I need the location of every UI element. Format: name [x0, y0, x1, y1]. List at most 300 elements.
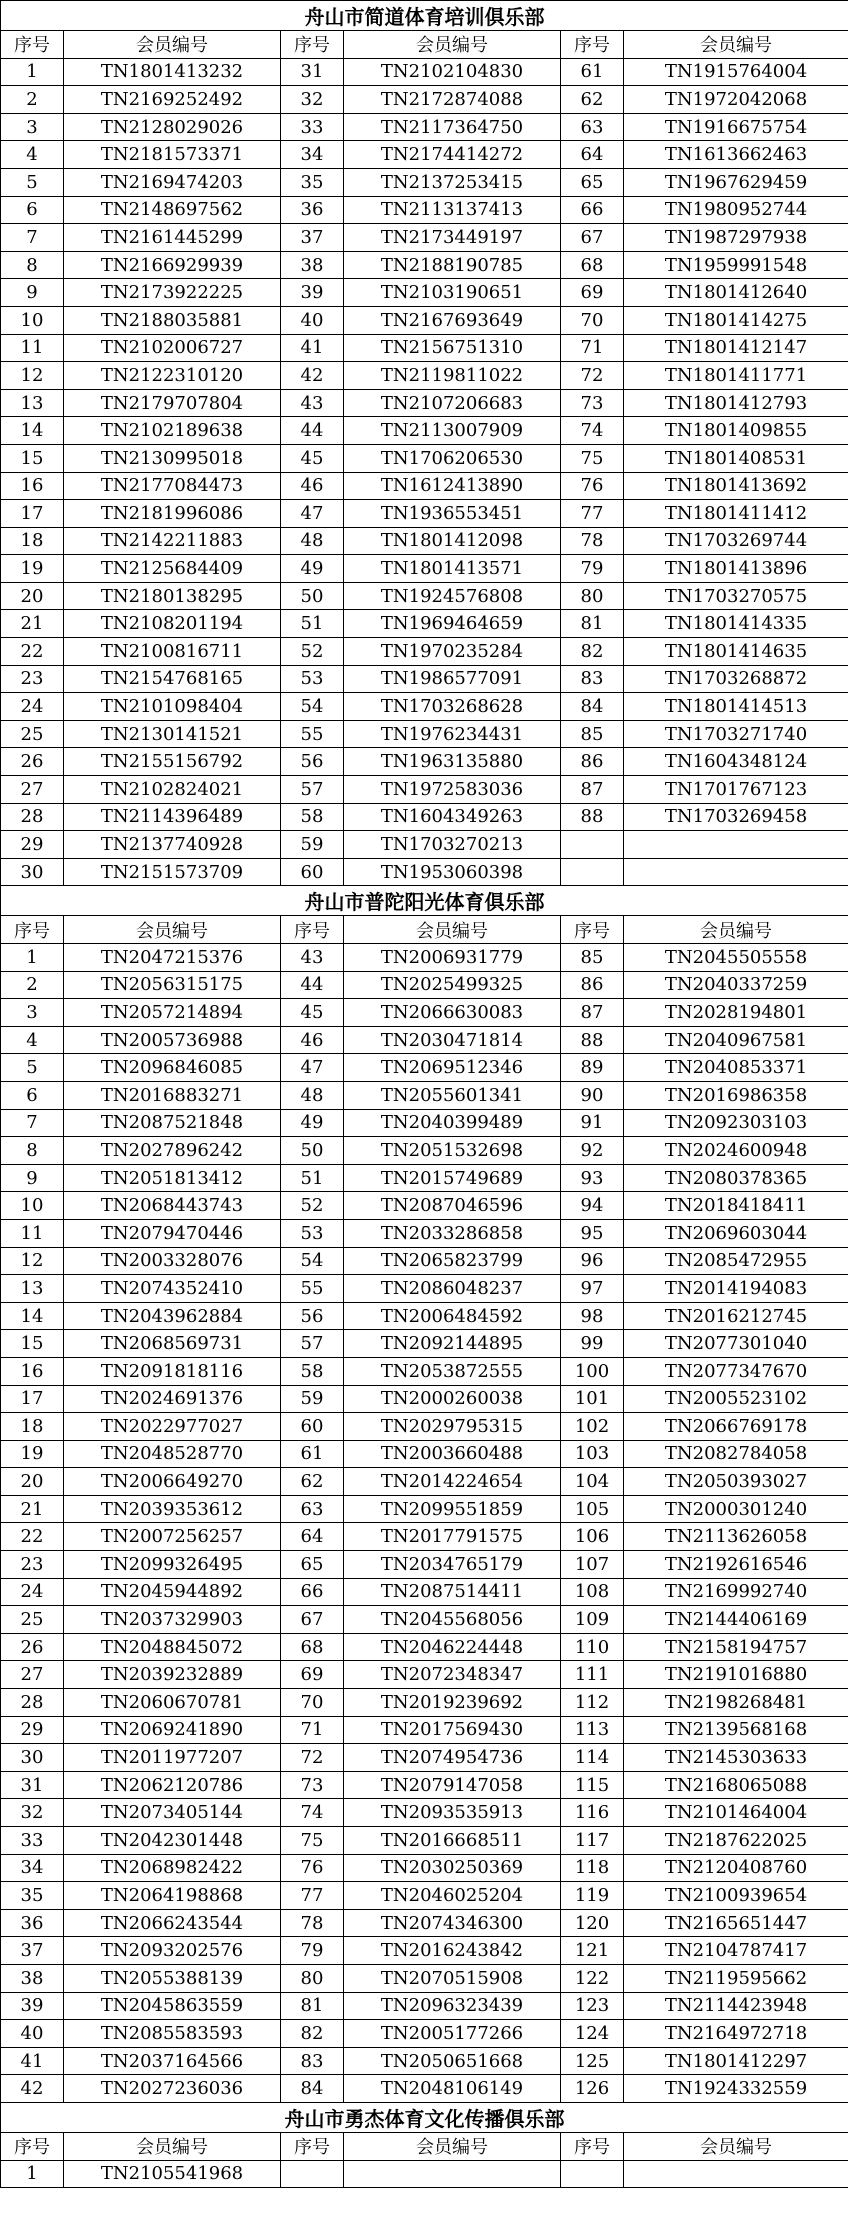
- table-row: [1, 1964, 848, 1992]
- seq-cell: 20: [1, 1468, 64, 1496]
- member-id-cell: TN2046025204: [344, 1882, 561, 1910]
- member-id-cell: TN2137740928: [64, 831, 281, 859]
- table-row: [1, 168, 848, 196]
- seq-cell: 19: [1, 555, 64, 583]
- seq-cell: 122: [561, 1964, 624, 1992]
- member-id-cell: TN2043962884: [64, 1302, 281, 1330]
- member-id-cell: TN2165651447: [624, 1909, 848, 1937]
- column-header-seq: 序号: [281, 916, 344, 944]
- member-id-cell: TN2130141521: [64, 720, 281, 748]
- member-id-cell: TN2192616546: [624, 1551, 848, 1579]
- seq-cell: 3: [1, 999, 64, 1027]
- section-title-row: [1, 1, 848, 31]
- table-row: [1, 1137, 848, 1165]
- seq-cell: 36: [1, 1909, 64, 1937]
- seq-cell: 31: [281, 58, 344, 86]
- seq-cell: 26: [1, 1633, 64, 1661]
- seq-cell: [561, 831, 624, 859]
- seq-cell: 26: [1, 748, 64, 776]
- column-header-seq: 序号: [561, 2132, 624, 2160]
- seq-cell: 53: [281, 1219, 344, 1247]
- table-row: [1, 1716, 848, 1744]
- table-row: [1, 417, 848, 445]
- seq-cell: 109: [561, 1606, 624, 1634]
- member-id-cell: TN2024691376: [64, 1385, 281, 1413]
- member-id-cell: TN2107206683: [344, 389, 561, 417]
- member-id-cell: TN2016883271: [64, 1081, 281, 1109]
- member-id-cell: TN2005523102: [624, 1385, 848, 1413]
- member-id-cell: TN2003660488: [344, 1440, 561, 1468]
- seq-cell: 9: [1, 1164, 64, 1192]
- member-id-cell: TN2119811022: [344, 362, 561, 390]
- column-header-member-id: 会员编号: [344, 2132, 561, 2160]
- seq-cell: 20: [1, 582, 64, 610]
- seq-cell: 45: [281, 999, 344, 1027]
- seq-cell: 28: [1, 803, 64, 831]
- member-id-cell: TN2102006727: [64, 334, 281, 362]
- member-id-cell: TN1801408531: [624, 444, 848, 472]
- seq-cell: 40: [281, 306, 344, 334]
- seq-cell: 7: [1, 224, 64, 252]
- seq-cell: 57: [281, 1330, 344, 1358]
- column-header-seq: 序号: [561, 916, 624, 944]
- seq-cell: 65: [281, 1551, 344, 1579]
- seq-cell: 82: [281, 2020, 344, 2048]
- member-id-cell: TN1801414335: [624, 610, 848, 638]
- table-row: [1, 1495, 848, 1523]
- seq-cell: 47: [281, 1054, 344, 1082]
- seq-cell: 25: [1, 1606, 64, 1634]
- column-header-member-id: 会员编号: [64, 2132, 281, 2160]
- member-id-cell: TN2174414272: [344, 141, 561, 169]
- column-header-member-id: 会员编号: [64, 916, 281, 944]
- seq-cell: 1: [1, 2160, 64, 2188]
- seq-cell: 67: [281, 1606, 344, 1634]
- table-row: [1, 1219, 848, 1247]
- seq-cell: 64: [561, 141, 624, 169]
- seq-cell: 75: [281, 1827, 344, 1855]
- member-id-cell: TN2016243842: [344, 1937, 561, 1965]
- table-row: [1, 858, 848, 886]
- member-id-cell: TN1972583036: [344, 776, 561, 804]
- seq-cell: 76: [561, 472, 624, 500]
- seq-cell: 16: [1, 472, 64, 500]
- seq-cell: [281, 2160, 344, 2188]
- member-id-cell: [344, 2160, 561, 2188]
- seq-cell: 21: [1, 1495, 64, 1523]
- member-id-cell: TN2066243544: [64, 1909, 281, 1937]
- seq-cell: 14: [1, 1302, 64, 1330]
- table-row: [1, 1799, 848, 1827]
- seq-cell: 54: [281, 693, 344, 721]
- column-header-member-id: 会员编号: [344, 916, 561, 944]
- seq-cell: 103: [561, 1440, 624, 1468]
- table-row: [1, 1164, 848, 1192]
- seq-cell: 50: [281, 582, 344, 610]
- seq-cell: 6: [1, 196, 64, 224]
- seq-cell: 25: [1, 720, 64, 748]
- column-header-row: [1, 916, 848, 944]
- member-id-cell: TN2057214894: [64, 999, 281, 1027]
- table-row: [1, 1385, 848, 1413]
- seq-cell: 38: [1, 1964, 64, 1992]
- member-id-cell: TN2034765179: [344, 1551, 561, 1579]
- table-row: [1, 555, 848, 583]
- member-id-cell: TN2045568056: [344, 1606, 561, 1634]
- member-id-cell: TN2168065088: [624, 1771, 848, 1799]
- seq-cell: 4: [1, 141, 64, 169]
- member-id-cell: TN1801413571: [344, 555, 561, 583]
- table-row: [1, 1689, 848, 1717]
- member-id-cell: TN2086048237: [344, 1275, 561, 1303]
- seq-cell: 68: [281, 1633, 344, 1661]
- member-id-cell: TN2144406169: [624, 1606, 848, 1634]
- member-id-cell: TN2014194083: [624, 1275, 848, 1303]
- member-id-cell: TN2074954736: [344, 1744, 561, 1772]
- seq-cell: 21: [1, 610, 64, 638]
- member-id-cell: TN2046224448: [344, 1633, 561, 1661]
- member-id-cell: TN2108201194: [64, 610, 281, 638]
- table-row: [1, 1302, 848, 1330]
- table-row: [1, 2160, 848, 2188]
- table-row: [1, 1054, 848, 1082]
- seq-cell: 42: [281, 362, 344, 390]
- table-row: [1, 1275, 848, 1303]
- seq-cell: 13: [1, 389, 64, 417]
- seq-cell: 34: [281, 141, 344, 169]
- table-row: [1, 1468, 848, 1496]
- member-id-cell: TN1924576808: [344, 582, 561, 610]
- member-id-cell: TN2188190785: [344, 251, 561, 279]
- table-row: [1, 971, 848, 999]
- seq-cell: 54: [281, 1247, 344, 1275]
- seq-cell: [561, 858, 624, 886]
- seq-cell: 64: [281, 1523, 344, 1551]
- seq-cell: 47: [281, 500, 344, 528]
- table-row: [1, 1192, 848, 1220]
- seq-cell: 121: [561, 1937, 624, 1965]
- member-id-cell: TN2105541968: [64, 2160, 281, 2188]
- seq-cell: 104: [561, 1468, 624, 1496]
- member-id-cell: TN2128029026: [64, 113, 281, 141]
- member-id-cell: TN2166929939: [64, 251, 281, 279]
- member-id-cell: TN2188035881: [64, 306, 281, 334]
- seq-cell: 12: [1, 362, 64, 390]
- seq-cell: 74: [281, 1799, 344, 1827]
- table-row: [1, 1523, 848, 1551]
- seq-cell: 56: [281, 1302, 344, 1330]
- member-id-cell: TN2017791575: [344, 1523, 561, 1551]
- member-id-cell: TN2006649270: [64, 1468, 281, 1496]
- member-id-cell: TN2139568168: [624, 1716, 848, 1744]
- member-id-cell: TN1987297938: [624, 224, 848, 252]
- member-id-cell: TN1801412640: [624, 279, 848, 307]
- seq-cell: 42: [1, 2075, 64, 2103]
- table-row: [1, 1909, 848, 1937]
- seq-cell: 18: [1, 527, 64, 555]
- seq-cell: 66: [281, 1578, 344, 1606]
- member-id-cell: TN2053872555: [344, 1357, 561, 1385]
- seq-cell: 76: [281, 1854, 344, 1882]
- seq-cell: 72: [561, 362, 624, 390]
- seq-cell: 115: [561, 1771, 624, 1799]
- member-id-cell: TN2142211883: [64, 527, 281, 555]
- seq-cell: 30: [1, 1744, 64, 1772]
- member-id-cell: TN2025499325: [344, 971, 561, 999]
- seq-cell: 73: [561, 389, 624, 417]
- seq-cell: 57: [281, 776, 344, 804]
- table-row: [1, 638, 848, 666]
- member-id-cell: TN2056315175: [64, 971, 281, 999]
- column-header-member-id: 会员编号: [64, 31, 281, 59]
- seq-cell: 18: [1, 1413, 64, 1441]
- table-row: [1, 86, 848, 114]
- member-id-cell: TN2011977207: [64, 1744, 281, 1772]
- seq-cell: 23: [1, 665, 64, 693]
- seq-cell: 102: [561, 1413, 624, 1441]
- seq-cell: 8: [1, 1137, 64, 1165]
- seq-cell: 84: [281, 2075, 344, 2103]
- seq-cell: 14: [1, 417, 64, 445]
- seq-cell: 108: [561, 1578, 624, 1606]
- member-id-cell: [624, 2160, 848, 2188]
- seq-cell: 125: [561, 2047, 624, 2075]
- seq-cell: 36: [281, 196, 344, 224]
- seq-cell: 5: [1, 1054, 64, 1082]
- seq-cell: 31: [1, 1771, 64, 1799]
- member-id-cell: TN2119595662: [624, 1964, 848, 1992]
- seq-cell: 27: [1, 1661, 64, 1689]
- seq-cell: 43: [281, 389, 344, 417]
- member-id-cell: TN2024600948: [624, 1137, 848, 1165]
- member-id-cell: TN2087514411: [344, 1578, 561, 1606]
- member-id-cell: TN2072348347: [344, 1661, 561, 1689]
- seq-cell: 11: [1, 334, 64, 362]
- seq-cell: 19: [1, 1440, 64, 1468]
- seq-cell: 35: [1, 1882, 64, 1910]
- table-row: [1, 2020, 848, 2048]
- table-row: [1, 251, 848, 279]
- table-row: [1, 1247, 848, 1275]
- seq-cell: 69: [561, 279, 624, 307]
- member-id-cell: TN2048528770: [64, 1440, 281, 1468]
- table-row: [1, 1661, 848, 1689]
- seq-cell: 48: [281, 527, 344, 555]
- member-id-cell: TN2050393027: [624, 1468, 848, 1496]
- seq-cell: 75: [561, 444, 624, 472]
- table-row: [1, 1606, 848, 1634]
- member-id-cell: TN2154768165: [64, 665, 281, 693]
- seq-cell: 81: [561, 610, 624, 638]
- member-id-cell: TN2077301040: [624, 1330, 848, 1358]
- seq-cell: 55: [281, 1275, 344, 1303]
- seq-cell: 6: [1, 1081, 64, 1109]
- member-id-cell: TN1801412147: [624, 334, 848, 362]
- member-id-cell: TN2060670781: [64, 1689, 281, 1717]
- seq-cell: 73: [281, 1771, 344, 1799]
- table-row: [1, 1578, 848, 1606]
- member-id-cell: TN2015749689: [344, 1164, 561, 1192]
- member-id-cell: TN2014224654: [344, 1468, 561, 1496]
- member-id-cell: TN2027896242: [64, 1137, 281, 1165]
- member-id-cell: TN2079147058: [344, 1771, 561, 1799]
- member-id-cell: TN2029795315: [344, 1413, 561, 1441]
- member-id-cell: TN1703270213: [344, 831, 561, 859]
- seq-cell: 2: [1, 971, 64, 999]
- table-row: [1, 2047, 848, 2075]
- seq-cell: 79: [561, 555, 624, 583]
- member-id-cell: TN2179707804: [64, 389, 281, 417]
- member-id-cell: TN2017569430: [344, 1716, 561, 1744]
- member-id-cell: TN1604348124: [624, 748, 848, 776]
- seq-cell: 89: [561, 1054, 624, 1082]
- seq-cell: 111: [561, 1661, 624, 1689]
- seq-cell: 51: [281, 610, 344, 638]
- column-header-seq: 序号: [561, 31, 624, 59]
- column-header-row: [1, 31, 848, 59]
- member-id-cell: TN1613662463: [624, 141, 848, 169]
- seq-cell: 120: [561, 1909, 624, 1937]
- member-id-cell: TN2030250369: [344, 1854, 561, 1882]
- seq-cell: 99: [561, 1330, 624, 1358]
- seq-cell: 83: [561, 665, 624, 693]
- seq-cell: 10: [1, 1192, 64, 1220]
- member-id-cell: TN2028194801: [624, 999, 848, 1027]
- table-row: [1, 1413, 848, 1441]
- table-row: [1, 665, 848, 693]
- member-id-cell: TN2070515908: [344, 1964, 561, 1992]
- member-id-cell: TN2045944892: [64, 1578, 281, 1606]
- seq-cell: 58: [281, 803, 344, 831]
- seq-cell: 68: [561, 251, 624, 279]
- seq-cell: 39: [281, 279, 344, 307]
- seq-cell: 41: [281, 334, 344, 362]
- member-id-cell: TN1801413232: [64, 58, 281, 86]
- seq-cell: 17: [1, 500, 64, 528]
- member-id-cell: TN2156751310: [344, 334, 561, 362]
- seq-cell: 30: [1, 858, 64, 886]
- seq-cell: 34: [1, 1854, 64, 1882]
- table-row: [1, 306, 848, 334]
- member-id-cell: TN2091818116: [64, 1357, 281, 1385]
- seq-cell: 69: [281, 1661, 344, 1689]
- seq-cell: 33: [1, 1827, 64, 1855]
- seq-cell: 86: [561, 971, 624, 999]
- seq-cell: 48: [281, 1081, 344, 1109]
- member-id-cell: TN2087046596: [344, 1192, 561, 1220]
- member-id-cell: TN1976234431: [344, 720, 561, 748]
- seq-cell: 91: [561, 1109, 624, 1137]
- table-row: [1, 1081, 848, 1109]
- seq-cell: 55: [281, 720, 344, 748]
- table-row: [1, 472, 848, 500]
- seq-cell: 110: [561, 1633, 624, 1661]
- table-row: [1, 1771, 848, 1799]
- seq-cell: 94: [561, 1192, 624, 1220]
- member-id-cell: TN2151573709: [64, 858, 281, 886]
- member-id-cell: TN2074346300: [344, 1909, 561, 1937]
- member-id-cell: TN2093202576: [64, 1937, 281, 1965]
- seq-cell: 40: [1, 2020, 64, 2048]
- member-id-cell: TN2191016880: [624, 1661, 848, 1689]
- member-id-cell: TN2018418411: [624, 1192, 848, 1220]
- seq-cell: 65: [561, 168, 624, 196]
- table-row: [1, 279, 848, 307]
- seq-cell: 15: [1, 1330, 64, 1358]
- seq-cell: 22: [1, 638, 64, 666]
- member-id-cell: TN2099551859: [344, 1495, 561, 1523]
- seq-cell: 92: [561, 1137, 624, 1165]
- member-id-cell: TN2065823799: [344, 1247, 561, 1275]
- member-id-cell: TN2117364750: [344, 113, 561, 141]
- member-id-cell: TN2040853371: [624, 1054, 848, 1082]
- table-row: [1, 610, 848, 638]
- member-id-cell: TN2113007909: [344, 417, 561, 445]
- member-id-cell: TN1959991548: [624, 251, 848, 279]
- seq-cell: 13: [1, 1275, 64, 1303]
- seq-cell: 87: [561, 776, 624, 804]
- table-row: [1, 944, 848, 972]
- seq-cell: 114: [561, 1744, 624, 1772]
- seq-cell: 46: [281, 1026, 344, 1054]
- seq-cell: 61: [561, 58, 624, 86]
- member-id-cell: TN1924332559: [624, 2075, 848, 2103]
- seq-cell: 59: [281, 1385, 344, 1413]
- member-id-cell: TN2016212745: [624, 1302, 848, 1330]
- member-id-cell: TN2066630083: [344, 999, 561, 1027]
- member-id-cell: TN2006931779: [344, 944, 561, 972]
- member-id-cell: TN1612413890: [344, 472, 561, 500]
- seq-cell: 35: [281, 168, 344, 196]
- member-id-cell: TN2066769178: [624, 1413, 848, 1441]
- seq-cell: 81: [281, 1992, 344, 2020]
- member-id-cell: TN1801412297: [624, 2047, 848, 2075]
- seq-cell: 97: [561, 1275, 624, 1303]
- member-id-cell: TN2113626058: [624, 1523, 848, 1551]
- seq-cell: 66: [561, 196, 624, 224]
- member-id-cell: TN1969464659: [344, 610, 561, 638]
- member-id-cell: TN1801414513: [624, 693, 848, 721]
- seq-cell: 126: [561, 2075, 624, 2103]
- seq-cell: 22: [1, 1523, 64, 1551]
- table-row: [1, 141, 848, 169]
- member-id-cell: TN2187622025: [624, 1827, 848, 1855]
- seq-cell: 56: [281, 748, 344, 776]
- seq-cell: 16: [1, 1357, 64, 1385]
- member-id-cell: TN2169252492: [64, 86, 281, 114]
- member-id-cell: TN1703269458: [624, 803, 848, 831]
- table-row: [1, 1026, 848, 1054]
- member-id-cell: TN2167693649: [344, 306, 561, 334]
- seq-cell: 77: [281, 1882, 344, 1910]
- seq-cell: 88: [561, 803, 624, 831]
- member-id-cell: TN1701767123: [624, 776, 848, 804]
- seq-cell: 59: [281, 831, 344, 859]
- table-row: [1, 2075, 848, 2103]
- member-id-cell: TN2114423948: [624, 1992, 848, 2020]
- member-id-cell: TN2045863559: [64, 1992, 281, 2020]
- seq-cell: 86: [561, 748, 624, 776]
- member-id-cell: TN2114396489: [64, 803, 281, 831]
- seq-cell: 124: [561, 2020, 624, 2048]
- column-header-seq: 序号: [1, 916, 64, 944]
- member-id-cell: TN2048106149: [344, 2075, 561, 2103]
- member-id-cell: TN1604349263: [344, 803, 561, 831]
- table-row: [1, 693, 848, 721]
- table-row: [1, 776, 848, 804]
- member-id-cell: TN2033286858: [344, 1219, 561, 1247]
- table-row: [1, 444, 848, 472]
